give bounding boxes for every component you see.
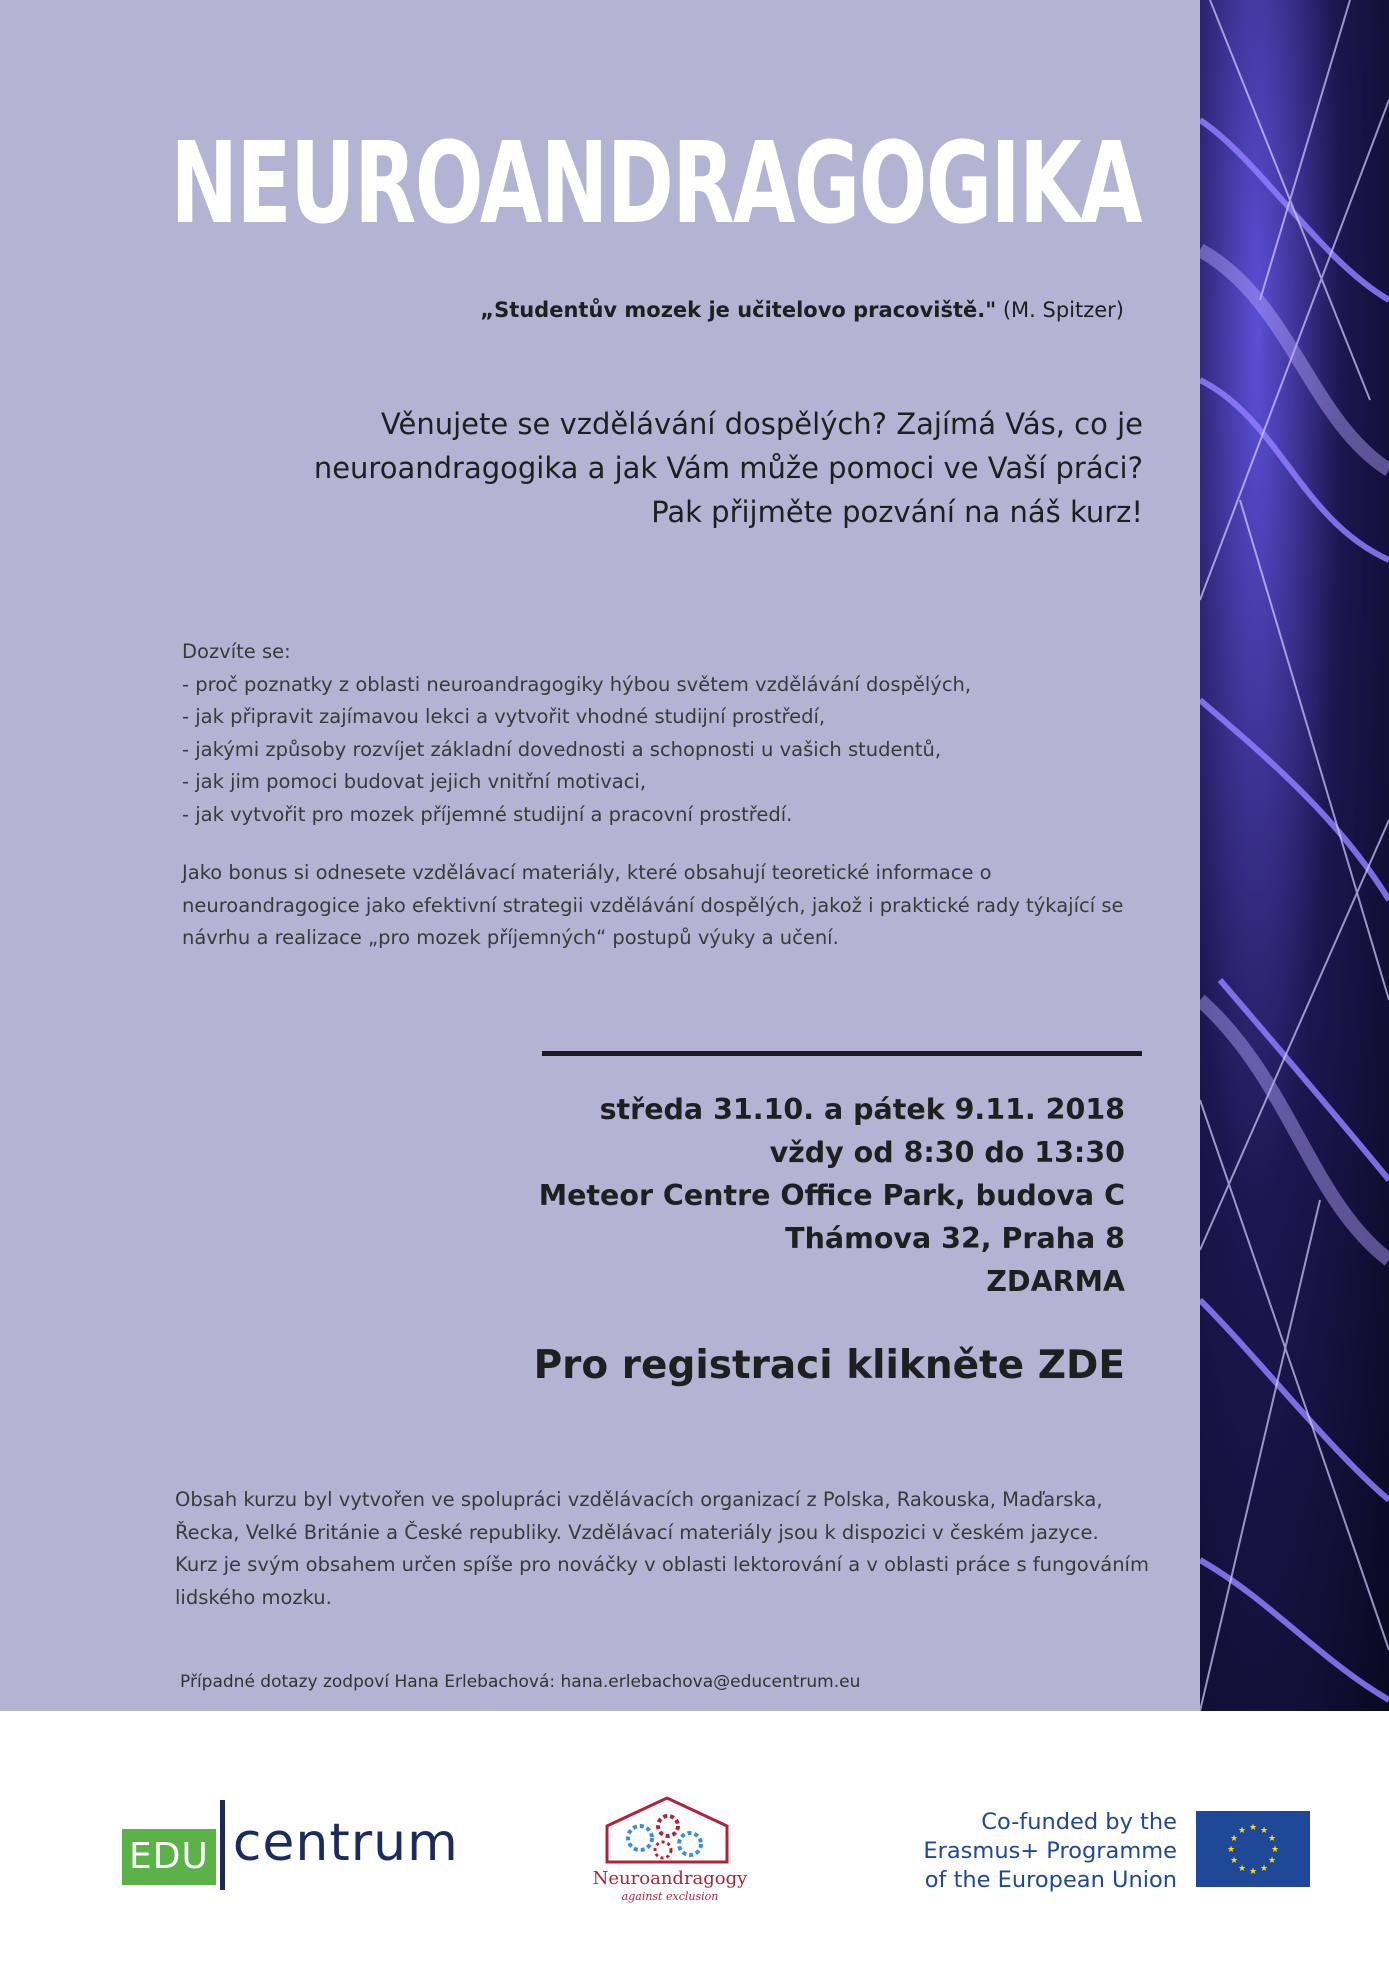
neuron-illustration <box>1200 0 1389 1711</box>
intro-line: neuroandragogika a jak Vám může pomoci ve Vaší práci? <box>313 451 1143 485</box>
quote <box>480 298 1124 322</box>
svg-text:★: ★ <box>1270 1845 1280 1855</box>
educentrum-logo <box>122 1800 459 1890</box>
svg-text:★: ★ <box>1229 1834 1239 1844</box>
svg-text:★: ★ <box>1226 1845 1236 1855</box>
footnote-paragraph <box>175 1484 1149 1614</box>
contact-line: Případné dotazy zodpoví Hana Erlebachová: hana.erlebachova@educentrum.eu <box>180 1672 861 1692</box>
quote-author: (M. Spitzer) <box>996 298 1124 322</box>
event-details <box>539 1088 1125 1303</box>
svg-text:★: ★ <box>1248 1867 1258 1877</box>
intro-text <box>183 402 1143 534</box>
svg-text:★: ★ <box>1267 1856 1277 1866</box>
learn-list <box>182 636 1122 831</box>
footnote-line: Řecka, Velké Británie a České republiky. Vzdělávací materiály jsou k dispozici v českém jazyce. <box>175 1520 1099 1544</box>
neuroandragogy-gears-icon <box>585 1790 755 1870</box>
neuroandragogy-logo-tagline: against exclusion <box>621 1890 719 1903</box>
neuroandragogy-logo-name: Neuroandragogy <box>592 1868 748 1889</box>
footnote-line: lidského mozku. <box>175 1585 332 1609</box>
event-venue: Meteor Centre Office Park, budova C <box>538 1179 1125 1212</box>
learn-item: - jakými způsoby rozvíjet základní dovednosti a schopnosti u vašich studentů, <box>182 737 942 761</box>
event-address: Thámova 32, Praha 8 <box>785 1222 1125 1255</box>
neuron-image <box>1200 0 1389 1711</box>
eu-cofunded-text <box>923 1808 1177 1895</box>
eu-stars-icon <box>1196 1811 1310 1887</box>
educentrum-logo-bar <box>220 1800 225 1890</box>
learn-item: - jak jim pomoci budovat jejich vnitřní motivaci, <box>182 770 647 793</box>
event-price: ZDARMA <box>986 1265 1125 1298</box>
eu-line: Erasmus+ Programme <box>923 1838 1177 1864</box>
eu-line: Co-funded by the <box>981 1809 1177 1835</box>
bonus-line: Jako bonus si odnesete vzdělávací materiály, které obsahují teoretické informace o <box>182 861 992 884</box>
learn-item: - proč poznatky z oblasti neuroandragogiky hýbou světem vzdělávání dospělých, <box>182 672 972 696</box>
neuroandragogy-logo <box>585 1790 755 1920</box>
educentrum-logo-word: centrum <box>232 1813 459 1873</box>
learn-item: - jak vytvořit pro mozek příjemné studijní a pracovní prostředí. <box>182 802 793 826</box>
divider <box>542 1051 1142 1056</box>
footnote-line: Obsah kurzu byl vytvořen ve spolupráci vzdělávacích organizací z Polska, Rakouska, Maďarska, <box>175 1488 1103 1511</box>
bonus-line: návrhu a realizace „pro mozek příjemných“ postupů výuky a učení. <box>182 926 839 949</box>
bonus-line: neuroandragogice jako efektivní strategii vzdělávání dospělých, jakož i praktické rady týkající se <box>182 893 1124 917</box>
svg-text:★: ★ <box>1237 1826 1247 1836</box>
register-link[interactable]: Pro registraci klikněte ZDE <box>533 1343 1125 1388</box>
svg-text:★: ★ <box>1259 1826 1269 1836</box>
eu-line: of the European Union <box>924 1867 1177 1893</box>
educentrum-logo-box: EDU <box>122 1829 216 1885</box>
eu-flag-icon <box>1196 1811 1310 1887</box>
intro-line: Věnujete se vzdělávání dospělých? Zajímá Vás, co je <box>380 407 1143 441</box>
learn-heading: Dozvíte se: <box>182 640 291 663</box>
footnote-line: Kurz je svým obsahem určen spíše pro nováčky v oblasti lektorování a v oblasti práce s fungováním <box>175 1553 1149 1576</box>
svg-text:★: ★ <box>1267 1834 1277 1844</box>
poster-title: NEUROANDRAGOGIKA <box>170 119 1141 249</box>
svg-text:★: ★ <box>1248 1823 1258 1833</box>
event-dates: středa 31.10. a pátek 9.11. 2018 <box>599 1093 1125 1126</box>
learn-item: - jak připravit zajímavou lekci a vytvořit vhodné studijní prostředí, <box>182 705 826 728</box>
event-time: vždy od 8:30 do 13:30 <box>769 1136 1125 1169</box>
quote-text: „Studentův mozek je učitelovo pracoviště." <box>480 298 997 322</box>
svg-text:★: ★ <box>1229 1856 1239 1866</box>
svg-text:★: ★ <box>1237 1864 1247 1874</box>
svg-text:★: ★ <box>1259 1864 1269 1874</box>
intro-line: Pak přijměte pozvání na náš kurz! <box>651 495 1143 529</box>
bonus-paragraph <box>182 857 1122 955</box>
